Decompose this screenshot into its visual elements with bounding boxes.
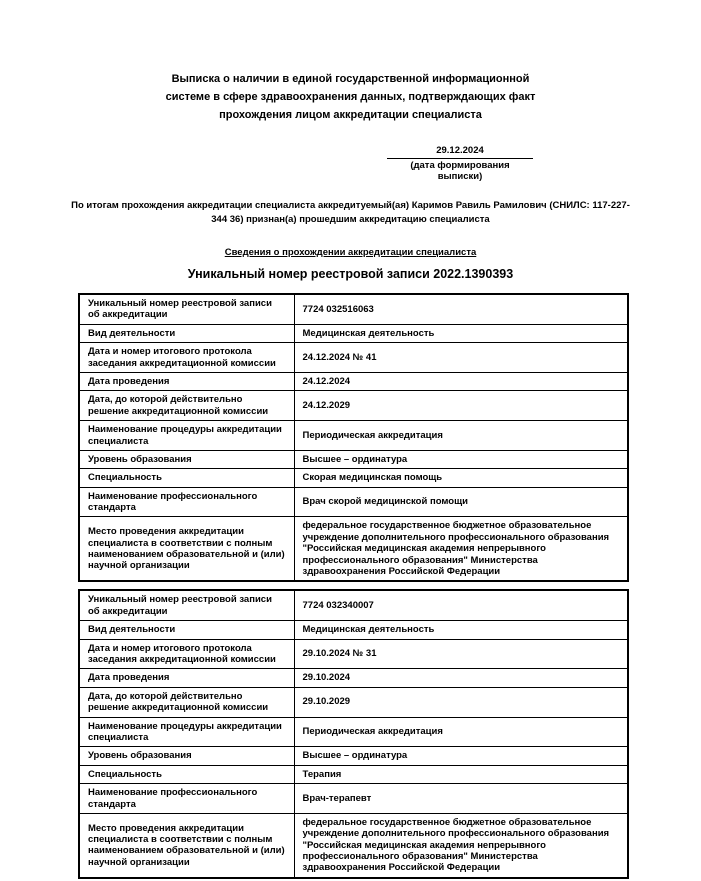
row-label: Место проведения аккредитации специалиста в соответствии с полным наименованием образовательной и (или) научной организации bbox=[79, 517, 294, 581]
row-label: Дата проведения bbox=[79, 669, 294, 687]
table-row bbox=[79, 469, 628, 487]
table-row bbox=[79, 421, 628, 451]
row-value: Высшее – ординатура bbox=[294, 747, 628, 765]
row-value: Врач скорой медицинской помощи bbox=[294, 487, 628, 517]
table-row bbox=[79, 450, 628, 468]
row-label: Специальность bbox=[79, 765, 294, 783]
row-value: Терапия bbox=[294, 765, 628, 783]
row-value: Медицинская деятельность bbox=[294, 621, 628, 639]
row-value: Медицинская деятельность bbox=[294, 324, 628, 342]
row-label: Уникальный номер реестровой записи об аккредитации bbox=[79, 294, 294, 324]
row-label: Уровень образования bbox=[79, 747, 294, 765]
row-label: Место проведения аккредитации специалиста в соответствии с полным наименованием образовательной и (или) научной организации bbox=[79, 813, 294, 877]
accreditation-record-table-2 bbox=[78, 589, 629, 878]
row-label: Дата и номер итогового протокола заседания аккредитационной комиссии bbox=[79, 639, 294, 669]
table-row bbox=[79, 784, 628, 814]
row-label: Дата проведения bbox=[79, 372, 294, 390]
row-value: 29.10.2024 bbox=[294, 669, 628, 687]
table-row bbox=[79, 324, 628, 342]
row-label: Уникальный номер реестровой записи об аккредитации bbox=[79, 590, 294, 620]
accreditation-intro-paragraph: По итогам прохождения аккредитации специалиста аккредитуемый(ая) Каримов Равиль Рамилович (СНИЛС: 117-227-344 36) признан(а) прошедшим аккредитацию специалиста bbox=[71, 200, 630, 225]
registry-number-heading: Уникальный номер реестровой записи 2022.1390393 bbox=[187, 267, 514, 282]
row-label: Уровень образования bbox=[79, 450, 294, 468]
row-label: Наименование профессионального стандарта bbox=[79, 784, 294, 814]
row-label: Специальность bbox=[79, 469, 294, 487]
extract-date-caption: (дата формирования выписки) bbox=[410, 160, 510, 183]
row-value: 24.12.2024 bbox=[294, 372, 628, 390]
table-row bbox=[79, 590, 628, 620]
extract-date-value: 29.12.2024 bbox=[387, 145, 533, 159]
table-row bbox=[79, 639, 628, 669]
row-value: Высшее – ординатура bbox=[294, 450, 628, 468]
row-value: Скорая медицинская помощь bbox=[294, 469, 628, 487]
table-row bbox=[79, 621, 628, 639]
row-value: 29.10.2029 bbox=[294, 687, 628, 717]
table-row bbox=[79, 747, 628, 765]
table-row bbox=[79, 372, 628, 390]
section-heading: Сведения о прохождении аккредитации специалиста bbox=[224, 247, 477, 259]
row-value: федеральное государственное бюджетное образовательное учреждение дополнительного профессионального образования "Российская медицинская академия непрерывного профессионального образования" Министерства здравоохранения Российской Федерации bbox=[294, 813, 628, 877]
row-value: 7724 032340007 bbox=[294, 590, 628, 620]
table-row bbox=[79, 294, 628, 324]
row-value: Периодическая аккредитация bbox=[294, 421, 628, 451]
extract-date-block bbox=[387, 145, 533, 182]
table-row bbox=[79, 765, 628, 783]
row-label: Вид деятельности bbox=[79, 621, 294, 639]
row-value: 24.12.2029 bbox=[294, 391, 628, 421]
table-row bbox=[79, 343, 628, 373]
document-title-line-1: Выписка о наличии в единой государственной информационной bbox=[171, 73, 530, 85]
document-title bbox=[131, 0, 571, 124]
document-title-line-2: системе в сфере здравоохранения данных, подтверждающих факт bbox=[165, 91, 536, 104]
row-value: Периодическая аккредитация bbox=[294, 717, 628, 747]
row-value: 29.10.2024 № 31 bbox=[294, 639, 628, 669]
table-row bbox=[79, 517, 628, 581]
document-title-line-3: прохождения лицом аккредитации специалиста bbox=[219, 109, 482, 122]
row-value: 7724 032516063 bbox=[294, 294, 628, 324]
row-label: Вид деятельности bbox=[79, 324, 294, 342]
table-row bbox=[79, 669, 628, 687]
table-row bbox=[79, 391, 628, 421]
table-row bbox=[79, 687, 628, 717]
table-row bbox=[79, 717, 628, 747]
table-row bbox=[79, 487, 628, 517]
row-value: 24.12.2024 № 41 bbox=[294, 343, 628, 373]
row-label: Наименование процедуры аккредитации специалиста bbox=[79, 421, 294, 451]
row-label: Дата, до которой действительно решение аккредитационной комиссии bbox=[79, 687, 294, 717]
table-row bbox=[79, 813, 628, 877]
accreditation-record-table-1 bbox=[78, 293, 629, 582]
row-label: Наименование профессионального стандарта bbox=[79, 487, 294, 517]
row-label: Наименование процедуры аккредитации специалиста bbox=[79, 717, 294, 747]
row-label: Дата и номер итогового протокола заседания аккредитационной комиссии bbox=[79, 343, 294, 373]
row-value: федеральное государственное бюджетное образовательное учреждение дополнительного профессионального образования "Российская медицинская академия непрерывного профессионального образования" Министерства здравоохранения Российской Федерации bbox=[294, 517, 628, 581]
row-value: Врач-терапевт bbox=[294, 784, 628, 814]
row-label: Дата, до которой действительно решение аккредитационной комиссии bbox=[79, 391, 294, 421]
